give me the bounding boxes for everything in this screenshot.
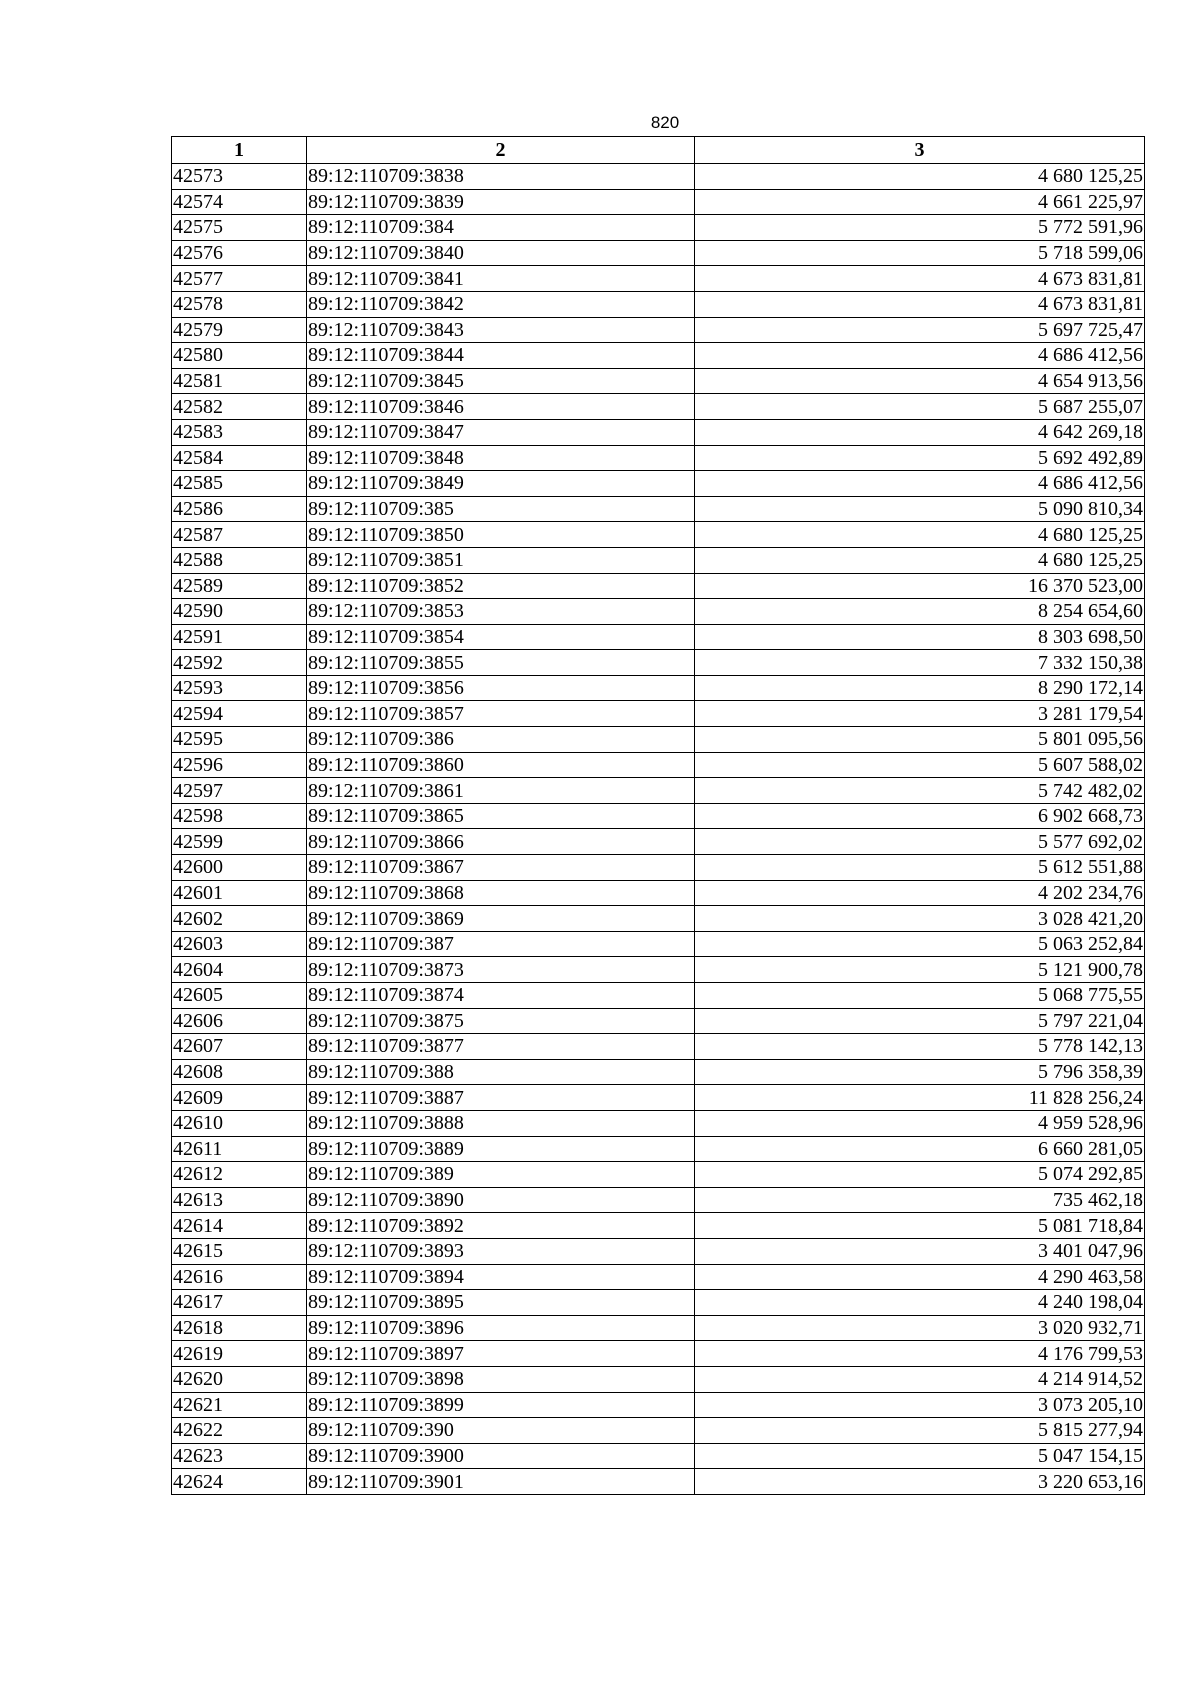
cadastral-number-cell: 89:12:110709:3887 bbox=[307, 1085, 695, 1111]
row-number-cell: 42601 bbox=[172, 880, 307, 906]
value-cell: 4 290 463,58 bbox=[695, 1264, 1145, 1290]
value-cell: 8 254 654,60 bbox=[695, 599, 1145, 625]
table-row bbox=[172, 906, 1145, 932]
cadastral-number-cell: 89:12:110709:386 bbox=[307, 727, 695, 753]
table-row bbox=[172, 547, 1145, 573]
table-row bbox=[172, 215, 1145, 241]
cadastral-number-cell: 89:12:110709:3888 bbox=[307, 1110, 695, 1136]
value-cell: 4 673 831,81 bbox=[695, 291, 1145, 317]
value-cell: 4 214 914,52 bbox=[695, 1366, 1145, 1392]
row-number-cell: 42595 bbox=[172, 727, 307, 753]
cadastral-number-cell: 89:12:110709:3861 bbox=[307, 778, 695, 804]
row-number-cell: 42584 bbox=[172, 445, 307, 471]
row-number-cell: 42609 bbox=[172, 1085, 307, 1111]
row-number-cell: 42593 bbox=[172, 675, 307, 701]
cadastral-number-cell: 89:12:110709:387 bbox=[307, 931, 695, 957]
row-number-cell: 42579 bbox=[172, 317, 307, 343]
row-number-cell: 42621 bbox=[172, 1392, 307, 1418]
value-cell: 5 797 221,04 bbox=[695, 1008, 1145, 1034]
value-cell: 4 176 799,53 bbox=[695, 1341, 1145, 1367]
table-header bbox=[172, 137, 1145, 164]
row-number-cell: 42618 bbox=[172, 1315, 307, 1341]
value-cell: 4 686 412,56 bbox=[695, 471, 1145, 497]
row-number-cell: 42594 bbox=[172, 701, 307, 727]
value-cell: 4 959 528,96 bbox=[695, 1110, 1145, 1136]
row-number-cell: 42620 bbox=[172, 1366, 307, 1392]
row-number-cell: 42602 bbox=[172, 906, 307, 932]
row-number-cell: 42576 bbox=[172, 240, 307, 266]
row-number-cell: 42603 bbox=[172, 931, 307, 957]
row-number-cell: 42580 bbox=[172, 343, 307, 369]
table-row bbox=[172, 983, 1145, 1009]
table-row bbox=[172, 291, 1145, 317]
cadastral-number-cell: 89:12:110709:3847 bbox=[307, 419, 695, 445]
header-row bbox=[172, 137, 1145, 164]
cadastral-number-cell: 89:12:110709:3850 bbox=[307, 522, 695, 548]
table-row bbox=[172, 394, 1145, 420]
row-number-cell: 42608 bbox=[172, 1059, 307, 1085]
row-number-cell: 42583 bbox=[172, 419, 307, 445]
table-row bbox=[172, 1008, 1145, 1034]
value-cell: 5 692 492,89 bbox=[695, 445, 1145, 471]
cadastral-number-cell: 89:12:110709:3855 bbox=[307, 650, 695, 676]
table-row bbox=[172, 317, 1145, 343]
column-header-3: 3 bbox=[695, 137, 1145, 164]
table-row bbox=[172, 1238, 1145, 1264]
cadastral-number-cell: 89:12:110709:3857 bbox=[307, 701, 695, 727]
row-number-cell: 42582 bbox=[172, 394, 307, 420]
table-row bbox=[172, 803, 1145, 829]
cadastral-number-cell: 89:12:110709:3841 bbox=[307, 266, 695, 292]
value-cell: 5 687 255,07 bbox=[695, 394, 1145, 420]
cadastral-number-cell: 89:12:110709:3898 bbox=[307, 1366, 695, 1392]
row-number-cell: 42613 bbox=[172, 1187, 307, 1213]
value-cell: 8 290 172,14 bbox=[695, 675, 1145, 701]
value-cell: 4 240 198,04 bbox=[695, 1290, 1145, 1316]
table-row bbox=[172, 368, 1145, 394]
row-number-cell: 42597 bbox=[172, 778, 307, 804]
cadastral-number-cell: 89:12:110709:3869 bbox=[307, 906, 695, 932]
value-cell: 5 090 810,34 bbox=[695, 496, 1145, 522]
row-number-cell: 42604 bbox=[172, 957, 307, 983]
table-row bbox=[172, 880, 1145, 906]
table-row bbox=[172, 343, 1145, 369]
table-row bbox=[172, 701, 1145, 727]
cadastral-number-cell: 89:12:110709:384 bbox=[307, 215, 695, 241]
cadastral-number-cell: 89:12:110709:3890 bbox=[307, 1187, 695, 1213]
value-cell: 5 047 154,15 bbox=[695, 1443, 1145, 1469]
table-row bbox=[172, 1085, 1145, 1111]
table-row bbox=[172, 266, 1145, 292]
value-cell: 4 642 269,18 bbox=[695, 419, 1145, 445]
cadastral-number-cell: 89:12:110709:3900 bbox=[307, 1443, 695, 1469]
row-number-cell: 42590 bbox=[172, 599, 307, 625]
cadastral-number-cell: 89:12:110709:3851 bbox=[307, 547, 695, 573]
value-cell: 4 673 831,81 bbox=[695, 266, 1145, 292]
row-number-cell: 42600 bbox=[172, 855, 307, 881]
table-row bbox=[172, 522, 1145, 548]
table-row bbox=[172, 1341, 1145, 1367]
cadastral-number-cell: 89:12:110709:3845 bbox=[307, 368, 695, 394]
value-cell: 5 121 900,78 bbox=[695, 957, 1145, 983]
value-cell: 3 281 179,54 bbox=[695, 701, 1145, 727]
value-cell: 4 680 125,25 bbox=[695, 522, 1145, 548]
value-cell: 5 742 482,02 bbox=[695, 778, 1145, 804]
value-cell: 4 202 234,76 bbox=[695, 880, 1145, 906]
value-cell: 3 073 205,10 bbox=[695, 1392, 1145, 1418]
table-row bbox=[172, 1110, 1145, 1136]
row-number-cell: 42592 bbox=[172, 650, 307, 676]
cadastral-number-cell: 89:12:110709:3893 bbox=[307, 1238, 695, 1264]
value-cell: 3 220 653,16 bbox=[695, 1469, 1145, 1495]
table-row bbox=[172, 496, 1145, 522]
cadastral-number-cell: 89:12:110709:3842 bbox=[307, 291, 695, 317]
table-row bbox=[172, 752, 1145, 778]
table-row bbox=[172, 573, 1145, 599]
row-number-cell: 42617 bbox=[172, 1290, 307, 1316]
row-number-cell: 42596 bbox=[172, 752, 307, 778]
cadastral-number-cell: 89:12:110709:3899 bbox=[307, 1392, 695, 1418]
table-row bbox=[172, 1392, 1145, 1418]
table-row bbox=[172, 931, 1145, 957]
cadastral-number-cell: 89:12:110709:3867 bbox=[307, 855, 695, 881]
value-cell: 4 661 225,97 bbox=[695, 189, 1145, 215]
cadastral-number-cell: 89:12:110709:3889 bbox=[307, 1136, 695, 1162]
table-row bbox=[172, 471, 1145, 497]
table-row bbox=[172, 419, 1145, 445]
row-number-cell: 42606 bbox=[172, 1008, 307, 1034]
table-row bbox=[172, 1213, 1145, 1239]
cadastral-number-cell: 89:12:110709:3849 bbox=[307, 471, 695, 497]
value-cell: 5 068 775,55 bbox=[695, 983, 1145, 1009]
table-row bbox=[172, 1034, 1145, 1060]
cadastral-number-cell: 89:12:110709:3844 bbox=[307, 343, 695, 369]
table-row bbox=[172, 164, 1145, 190]
cadastral-number-cell: 89:12:110709:3852 bbox=[307, 573, 695, 599]
page-number: 820 bbox=[650, 113, 680, 132]
cadastral-number-cell: 89:12:110709:3839 bbox=[307, 189, 695, 215]
cadastral-number-cell: 89:12:110709:3874 bbox=[307, 983, 695, 1009]
value-cell: 5 081 718,84 bbox=[695, 1213, 1145, 1239]
cadastral-number-cell: 89:12:110709:3877 bbox=[307, 1034, 695, 1060]
table-row bbox=[172, 727, 1145, 753]
table-row bbox=[172, 650, 1145, 676]
row-number-cell: 42581 bbox=[172, 368, 307, 394]
value-cell: 4 680 125,25 bbox=[695, 164, 1145, 190]
value-cell: 7 332 150,38 bbox=[695, 650, 1145, 676]
table-row bbox=[172, 1418, 1145, 1444]
row-number-cell: 42610 bbox=[172, 1110, 307, 1136]
row-number-cell: 42612 bbox=[172, 1162, 307, 1188]
row-number-cell: 42605 bbox=[172, 983, 307, 1009]
value-cell: 5 612 551,88 bbox=[695, 855, 1145, 881]
value-cell: 5 697 725,47 bbox=[695, 317, 1145, 343]
cadastral-number-cell: 89:12:110709:3897 bbox=[307, 1341, 695, 1367]
row-number-cell: 42575 bbox=[172, 215, 307, 241]
row-number-cell: 42591 bbox=[172, 624, 307, 650]
row-number-cell: 42607 bbox=[172, 1034, 307, 1060]
value-cell: 3 401 047,96 bbox=[695, 1238, 1145, 1264]
table-row bbox=[172, 445, 1145, 471]
table-row bbox=[172, 240, 1145, 266]
value-cell: 4 654 913,56 bbox=[695, 368, 1145, 394]
row-number-cell: 42587 bbox=[172, 522, 307, 548]
cadastral-number-cell: 89:12:110709:3854 bbox=[307, 624, 695, 650]
row-number-cell: 42589 bbox=[172, 573, 307, 599]
cadastral-number-cell: 89:12:110709:3866 bbox=[307, 829, 695, 855]
table-row bbox=[172, 1290, 1145, 1316]
table-row bbox=[172, 1059, 1145, 1085]
table-row bbox=[172, 599, 1145, 625]
cadastral-number-cell: 89:12:110709:3848 bbox=[307, 445, 695, 471]
value-cell: 5 718 599,06 bbox=[695, 240, 1145, 266]
value-cell: 6 660 281,05 bbox=[695, 1136, 1145, 1162]
row-number-cell: 42611 bbox=[172, 1136, 307, 1162]
row-number-cell: 42577 bbox=[172, 266, 307, 292]
value-cell: 16 370 523,00 bbox=[695, 573, 1145, 599]
cadastral-number-cell: 89:12:110709:3856 bbox=[307, 675, 695, 701]
table-row bbox=[172, 957, 1145, 983]
cadastral-number-cell: 89:12:110709:3865 bbox=[307, 803, 695, 829]
cadastral-number-cell: 89:12:110709:3873 bbox=[307, 957, 695, 983]
cadastral-number-cell: 89:12:110709:3875 bbox=[307, 1008, 695, 1034]
value-cell: 5 607 588,02 bbox=[695, 752, 1145, 778]
row-number-cell: 42573 bbox=[172, 164, 307, 190]
row-number-cell: 42588 bbox=[172, 547, 307, 573]
cadastral-number-cell: 89:12:110709:3896 bbox=[307, 1315, 695, 1341]
table-row bbox=[172, 1443, 1145, 1469]
cadastral-number-cell: 89:12:110709:388 bbox=[307, 1059, 695, 1085]
value-cell: 5 074 292,85 bbox=[695, 1162, 1145, 1188]
data-table bbox=[171, 136, 1145, 1495]
cadastral-number-cell: 89:12:110709:3838 bbox=[307, 164, 695, 190]
cadastral-number-cell: 89:12:110709:3843 bbox=[307, 317, 695, 343]
cadastral-number-cell: 89:12:110709:3846 bbox=[307, 394, 695, 420]
cadastral-number-cell: 89:12:110709:3901 bbox=[307, 1469, 695, 1495]
table-row bbox=[172, 778, 1145, 804]
row-number-cell: 42599 bbox=[172, 829, 307, 855]
row-number-cell: 42624 bbox=[172, 1469, 307, 1495]
table-body bbox=[172, 164, 1145, 1495]
value-cell: 5 801 095,56 bbox=[695, 727, 1145, 753]
cadastral-number-cell: 89:12:110709:3892 bbox=[307, 1213, 695, 1239]
value-cell: 3 028 421,20 bbox=[695, 906, 1145, 932]
cadastral-number-cell: 89:12:110709:3868 bbox=[307, 880, 695, 906]
row-number-cell: 42598 bbox=[172, 803, 307, 829]
row-number-cell: 42614 bbox=[172, 1213, 307, 1239]
cadastral-number-cell: 89:12:110709:3894 bbox=[307, 1264, 695, 1290]
value-cell: 4 686 412,56 bbox=[695, 343, 1145, 369]
cadastral-number-cell: 89:12:110709:3840 bbox=[307, 240, 695, 266]
value-cell: 5 815 277,94 bbox=[695, 1418, 1145, 1444]
value-cell: 4 680 125,25 bbox=[695, 547, 1145, 573]
value-cell: 735 462,18 bbox=[695, 1187, 1145, 1213]
value-cell: 11 828 256,24 bbox=[695, 1085, 1145, 1111]
cadastral-number-cell: 89:12:110709:389 bbox=[307, 1162, 695, 1188]
table-row bbox=[172, 829, 1145, 855]
cadastral-number-cell: 89:12:110709:3853 bbox=[307, 599, 695, 625]
value-cell: 5 063 252,84 bbox=[695, 931, 1145, 957]
cadastral-number-cell: 89:12:110709:3860 bbox=[307, 752, 695, 778]
table-row bbox=[172, 855, 1145, 881]
row-number-cell: 42623 bbox=[172, 1443, 307, 1469]
table-row bbox=[172, 624, 1145, 650]
value-cell: 8 303 698,50 bbox=[695, 624, 1145, 650]
value-cell: 6 902 668,73 bbox=[695, 803, 1145, 829]
row-number-cell: 42615 bbox=[172, 1238, 307, 1264]
table-row bbox=[172, 1264, 1145, 1290]
table-row bbox=[172, 675, 1145, 701]
row-number-cell: 42619 bbox=[172, 1341, 307, 1367]
row-number-cell: 42585 bbox=[172, 471, 307, 497]
table-row bbox=[172, 1136, 1145, 1162]
cadastral-number-cell: 89:12:110709:390 bbox=[307, 1418, 695, 1444]
value-cell: 5 796 358,39 bbox=[695, 1059, 1145, 1085]
column-header-2: 2 bbox=[307, 137, 695, 164]
table-row bbox=[172, 1187, 1145, 1213]
table-row bbox=[172, 1469, 1145, 1495]
table-row bbox=[172, 189, 1145, 215]
row-number-cell: 42574 bbox=[172, 189, 307, 215]
value-cell: 5 772 591,96 bbox=[695, 215, 1145, 241]
column-header-1: 1 bbox=[172, 137, 307, 164]
value-cell: 5 577 692,02 bbox=[695, 829, 1145, 855]
table-row bbox=[172, 1366, 1145, 1392]
row-number-cell: 42622 bbox=[172, 1418, 307, 1444]
table-row bbox=[172, 1162, 1145, 1188]
cadastral-number-cell: 89:12:110709:385 bbox=[307, 496, 695, 522]
row-number-cell: 42616 bbox=[172, 1264, 307, 1290]
table-row bbox=[172, 1315, 1145, 1341]
value-cell: 5 778 142,13 bbox=[695, 1034, 1145, 1060]
value-cell: 3 020 932,71 bbox=[695, 1315, 1145, 1341]
row-number-cell: 42586 bbox=[172, 496, 307, 522]
cadastral-number-cell: 89:12:110709:3895 bbox=[307, 1290, 695, 1316]
row-number-cell: 42578 bbox=[172, 291, 307, 317]
